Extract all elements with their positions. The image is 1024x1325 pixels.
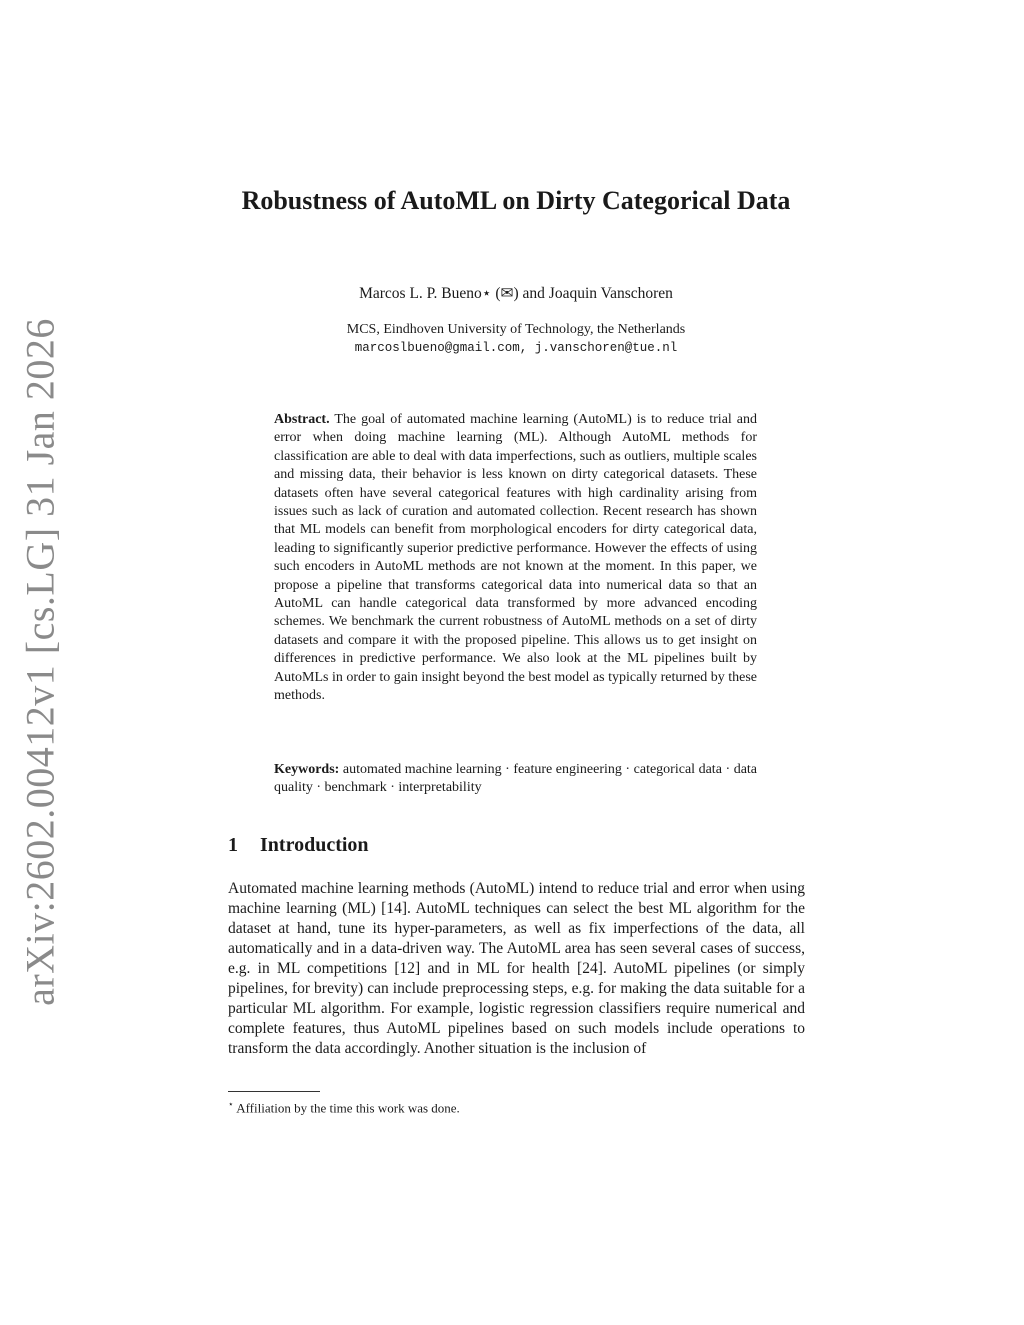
section-heading — [228, 832, 369, 858]
footnote-divider — [228, 1091, 320, 1092]
keywords-label: Keywords: — [274, 762, 340, 777]
footnote-text: Affiliation by the time this work was done. — [236, 1100, 460, 1116]
introduction-paragraph: Automated machine learning methods (AutoML) intend to reduce trial and error when using machine learning (ML) [14]. AutoML techniques can select the best ML algorithm for the dataset at hand, tune its hyper-parameters, as well as fix imperfections of the data, all automatically and in a data-driven way. The AutoML area has seen several cases of success, e.g. in ML competitions [12] and in ML for health [24]. AutoML pipelines (or simply pipelines, for brevity) can include preprocessing steps, e.g. for making the data suitable for a particular ML algorithm. For example, logistic regression classifiers require numerical and complete features, thus AutoML pipelines based on such models include operations to transform the data accordingly. Another situation is the inclusion of — [228, 880, 805, 1057]
author-list: Marcos L. P. Bueno⋆ (✉) and Joaquin Vanschoren — [359, 285, 673, 302]
paper-title: Robustness of AutoML on Dirty Categorical Data — [241, 186, 791, 215]
section-number: 1 — [228, 834, 238, 856]
footnote — [228, 1096, 460, 1116]
abstract-label: Abstract. — [274, 412, 330, 427]
abstract — [274, 411, 757, 706]
keywords — [274, 761, 757, 798]
abstract-text: The goal of automated machine learning (AutoML) is to reduce trial and error when doing machine learning (ML). Although AutoML methods for classification are able to deal with data imperfections, such as outliers, multiple scales and missing data, their behavior is less known on dirty categorical datasets. These datasets often have several categorical features with high cardinality arising from issues such as lack of curation and automated collection. Recent research has shown that ML models can benefit from morphological encoders for dirty categorical data, leading to significantly superior predictive performance. However the effects of using such encoders in AutoML methods are not known at the moment. In this paper, we propose a pipeline that transforms categorical data into numerical data so that an AutoML can handle categorical data transformed by more advanced encoding schemes. We benchmark the current robustness of AutoML methods on a set of dirty datasets and compare it with the proposed pipeline. This allows us to get insight on differences in predictive performance. We also look at the ML pipelines built by AutoMLs in order to gain insight beyond the best model as typically returned by these methods. — [274, 412, 758, 704]
footnote-mark: ⋆ — [228, 1099, 234, 1109]
author-affiliation: MCS, Eindhoven University of Technology, the Netherlands — [346, 322, 686, 337]
arxiv-identifier-stamp: arXiv:2602.00412v1 [cs.LG] 31 Jan 2026 — [17, 318, 63, 1006]
section-title: Introduction — [260, 834, 369, 856]
author-emails: marcoslbueno@gmail.com, j.vanschoren@tue.nl — [354, 341, 678, 355]
keywords-text: automated machine learning · feature engineering · categorical data · data quality · benchmark · interpretability — [274, 762, 758, 796]
